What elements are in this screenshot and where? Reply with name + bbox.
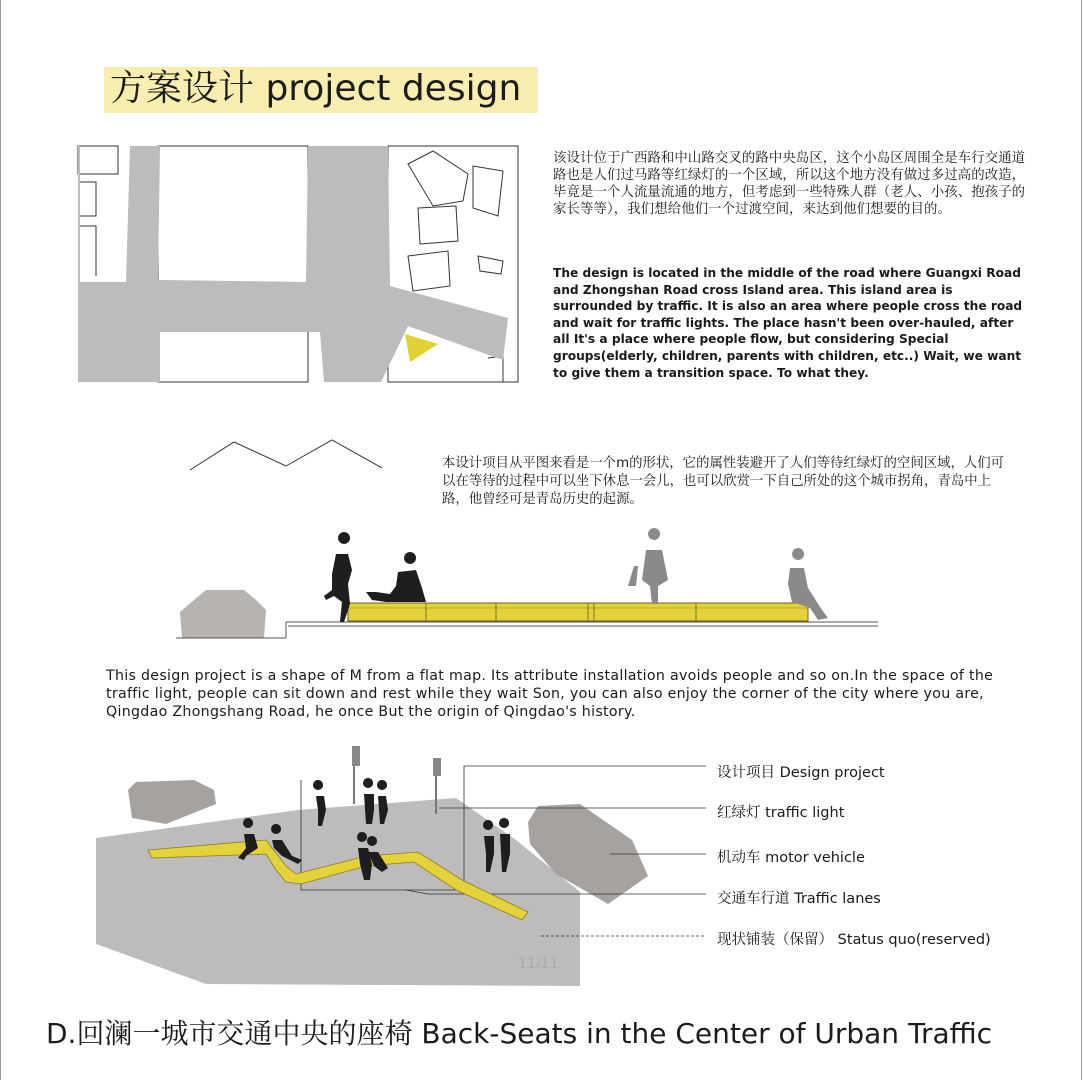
site-description-cn: 该设计位于广西路和中山路交叉的路中央岛区，这个小岛区周围全是车行交通道路也是人们过马路等红绿灯的一个区域，所以这个地方没有做过多过高的改造，毕竟是一个人流量流通的地方，但考虑到一些特殊人群（老人、小孩、抱孩子的家长等等），我们想给他们一个过渡空间，来达到他们想要的目的。 xyxy=(553,151,1026,217)
legend-status-quo: 现状铺装（保留） Status quo(reserved) xyxy=(717,932,991,948)
elevation-drawing xyxy=(176,540,880,644)
legend-motor-vehicle: 机动车 motor vehicle xyxy=(717,850,865,866)
legend-traffic-light: 红绿灯 traffic light xyxy=(717,805,845,821)
page-number: 11/11 xyxy=(518,956,559,972)
site-map xyxy=(78,146,518,382)
car-side-silhouette xyxy=(180,590,266,638)
m-shape-outline xyxy=(188,438,384,470)
right-frame-line xyxy=(1081,0,1082,1080)
bench-elevation xyxy=(348,603,808,621)
walking-woman-silhouette xyxy=(628,528,668,604)
footer-title: D.回澜一城市交通中央的座椅 Back-Seats in the Center of Urban Traffic xyxy=(46,1017,993,1050)
sitting-person-silhouette xyxy=(366,552,426,602)
legend-design-project: 设计项目 Design project xyxy=(717,765,885,781)
legend-traffic-lanes: 交通车行道 Traffic lanes xyxy=(717,891,881,907)
page-title: 方案设计 project design xyxy=(110,68,522,109)
concept-en: This design project is a shape of M from a flat map. Its attribute installation avoids people and so on.In the space of the traffic light, people can sit down and rest while they wait Son, you can also enjoy the corner of the city where you are, Qingdao Zhongshang Road, he once But the origin of Qingdao's history. xyxy=(106,668,994,720)
background-car xyxy=(128,780,216,824)
left-frame-line xyxy=(0,0,1,1080)
concept-cn: 本设计项目从平图来看是一个m的形状，它的属性装避开了人们等待红绿灯的空间区域，人们可以在等待的过程中可以坐下休息一会儿，也可以欣赏一下自己所处的这个城市拐角，青岛中上路，他曾经可是青岛历史的起源。 xyxy=(442,456,1005,507)
perspective-view xyxy=(96,744,708,986)
site-description-en: The design is located in the middle of the road where Guangxi Road and Zhongshan Road cross Island area. This island area is surrounded by traffic. It is also an area where people cross the road and wait for traffic lights. The place hasn't been over-hauled, after all It's a place where people flow, but considering Special groups(elderly, children, parents with children, etc..) Wait, we want to give them a transition space. To what they. xyxy=(553,266,1023,380)
standing-person-silhouette xyxy=(324,532,352,622)
